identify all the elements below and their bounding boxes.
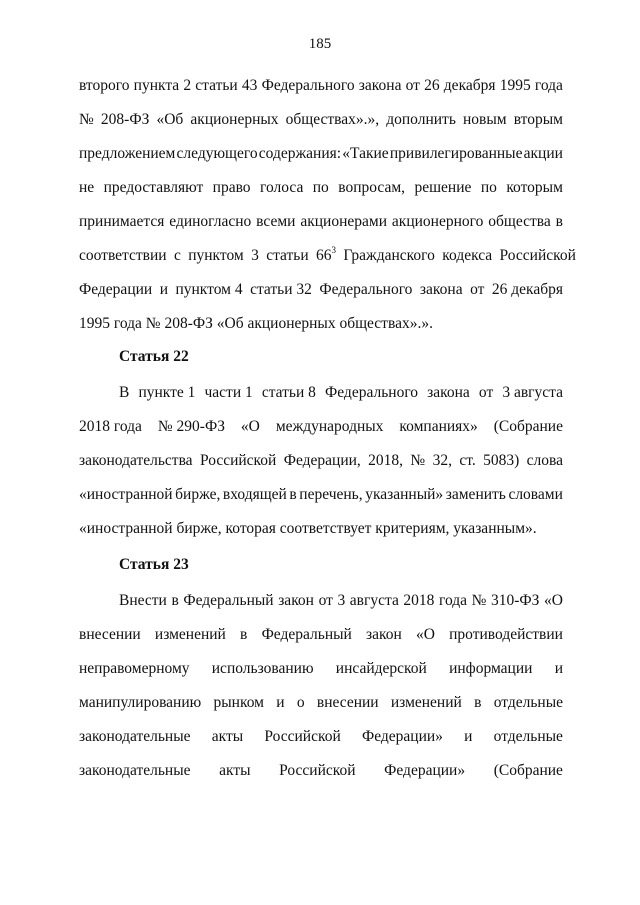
word: акции [523,145,563,162]
word: законодательства [79,452,193,469]
word: «О [240,418,260,435]
word: ст. [459,452,476,469]
word: «О [544,592,563,609]
word: акционерного [391,213,484,230]
word: пункте 1 [138,384,196,401]
word: содержания: [258,145,342,162]
word: года [534,77,563,94]
word: и [159,281,168,298]
word: 2018, [368,452,404,469]
word: единогласно [169,213,252,230]
word: следующего [176,145,258,162]
text-line [119,591,563,611]
word: от [318,592,333,609]
word: манипулированию [79,694,202,711]
word: словами [508,486,563,503]
word: Федерального [325,384,419,401]
word: Российской [279,762,356,779]
word: «О [416,626,435,643]
article-heading: Статья 22 [119,348,189,365]
word: в [289,486,297,503]
word: использованию [211,660,314,677]
text-line [79,761,563,781]
word: предложением [79,145,176,162]
word: Федерации» [361,728,443,745]
word: компаниях» [399,418,478,435]
text-line: «иностранной бирже, которая соответствует критериям, указанным». [79,520,537,537]
word: о [296,694,305,711]
word: закона [358,77,402,94]
word: 310-ФЗ [490,592,540,609]
word: и [276,694,285,711]
word: входящей [222,486,287,503]
word: № [410,452,426,469]
word: «Такие [342,145,389,162]
word: по [312,179,329,196]
word: пункта [133,77,180,94]
word: 1995 [499,77,531,94]
text-line [79,178,563,198]
text-line [79,485,563,505]
word: вторым [513,111,563,128]
word: перечень, [299,486,363,503]
text-line [79,110,563,130]
word: «иностранной [79,486,173,503]
word: «Об [156,111,184,128]
word: в [474,694,482,711]
word: Внести [119,592,167,609]
text-line [79,625,563,645]
word: от [470,281,485,298]
word: закона [419,281,463,298]
word: пунктом 4 [175,281,243,298]
word: противодействии [449,626,563,643]
text-line [79,76,563,96]
word: Федеральный [183,592,274,609]
word: статьи 32 [250,281,312,298]
word: части 1 [204,384,253,401]
word: в [171,592,179,609]
word: привилегированные [389,145,523,162]
word: Федерального [261,77,355,94]
word: 26 декабря [491,281,563,298]
word: (Собрание [493,418,563,435]
word: августа [349,592,399,609]
superscript: 3 [331,244,337,255]
word: законодательные [79,762,191,779]
article-heading: Статья 23 [119,556,189,573]
word: № [471,592,487,609]
word: по [480,179,497,196]
text-line [79,693,563,713]
word: акционерами [300,213,388,230]
word: 43 [241,77,258,94]
word: новым [463,111,507,128]
page-number: 185 [308,36,332,52]
text-line [79,280,563,300]
text-line [79,727,563,747]
text-fragment: Гражданского кодекса Российской [336,247,576,264]
word: акционерных [190,111,279,128]
text-line [79,244,576,266]
word: статьи 8 [261,384,316,401]
word: общества [488,213,551,230]
word: статьи [195,77,238,94]
text-line [79,417,563,437]
text-line: 1995 года № 208-ФЗ «Об акционерных обществах».». [79,315,433,332]
word: закона [427,384,470,401]
word: от [478,384,494,401]
word: акты [219,762,251,779]
word: право [212,179,251,196]
word: голоса [259,179,304,196]
word: закон [366,626,402,643]
word: дополнить [386,111,456,128]
word: вопросам, [338,179,406,196]
word: 2018 года [79,418,142,435]
text-line [79,212,563,232]
word: Российской [199,452,277,469]
text-line [79,659,563,679]
word: отдельные [493,694,563,711]
word: информации [449,660,533,677]
word: 5083) [483,452,520,469]
word: и [554,660,563,677]
text-line [79,144,563,164]
word: года [438,592,468,609]
word: № 290-ФЗ [157,418,225,435]
word: (Собрание [493,762,563,779]
word: 3 августа [502,384,563,401]
word: 2 [183,77,192,94]
word: международных [275,418,384,435]
word: второго [79,77,130,94]
word: указанный» [365,486,444,503]
word: декабря [443,77,496,94]
word: не [79,179,95,196]
text-line [79,451,563,471]
text-line [119,383,563,403]
word: неправомерному [79,660,190,677]
word: всеми [256,213,296,230]
word: решение [414,179,472,196]
word: Российской [264,728,341,745]
word: принимается [79,213,165,230]
word: которым [506,179,563,196]
word: законодательные [79,728,191,745]
word: № [79,111,94,128]
word: изменений [154,626,226,643]
word: 208-ФЗ [100,111,150,128]
word: закон [278,592,314,609]
word: Федерации [79,281,153,298]
word: обществах».», [285,111,380,128]
word: в [555,213,563,230]
text-fragment: соответствии с пунктом 3 статьи 66 [79,247,332,264]
word: изменений [390,694,462,711]
word: внесении [79,626,141,643]
word: от [405,77,420,94]
word: Федерации, [283,452,361,469]
word: 2018 [403,592,435,609]
word: акты [211,728,244,745]
word: 3 [337,592,346,609]
word: внесении [316,694,379,711]
word: Федерации» [384,762,466,779]
word: слова [526,452,563,469]
word: В [119,384,130,401]
word: 32, [432,452,452,469]
word: отдельные [493,728,563,745]
word: Федерального [319,281,413,298]
word: 26 [424,77,440,94]
word: и [464,728,473,745]
word: инсайдерской [335,660,427,677]
word: рынком [213,694,264,711]
word: в [240,626,248,643]
word: бирже, [175,486,221,503]
word: Федеральный [261,626,352,643]
word: предоставляют [103,179,204,196]
word: заменить [445,486,506,503]
